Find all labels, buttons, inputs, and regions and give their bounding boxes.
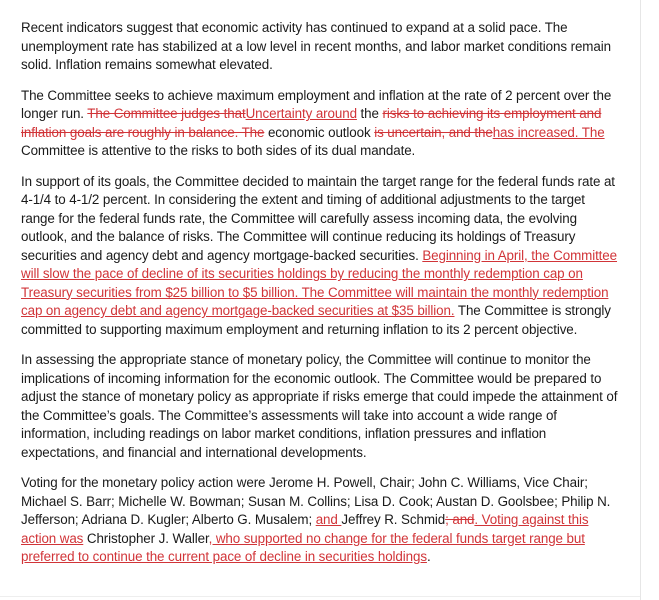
inserted-text: has increased. The	[492, 124, 605, 140]
text-run: In support of its goals, the Committee decided to maintain the target range for the federal funds rate at 4-1/4 to 4-1/2 percent. In considering the extent and timing of additional adjustments to the target range for the federal funds rate, the Committee will carefully assess incoming data, the evolving outlook, and the balance of risks. The Committee will continue reducing its holdings of Treasury securities and agency debt and agency mortgage-backed securities.	[21, 173, 615, 263]
text-run: Jeffrey R. Schmid	[341, 512, 446, 527]
page-edge-right	[640, 0, 641, 600]
text-run: The Committee seeks to achieve maximum employment and inflation at the rate of 2 percent over the longer run.	[21, 87, 612, 121]
inserted-text: , who supported no change for the federal funds target range but preferred to continue the current pace of decline in securities holdings	[21, 530, 585, 564]
deleted-text: ; and	[445, 512, 475, 527]
inserted-text: . Voting against this action was	[21, 512, 589, 546]
text-run: Christopher J. Waller	[83, 530, 209, 546]
text-run: The Committee is strongly committed to supporting maximum employment and returning inflation to its 2 percent objective.	[21, 303, 611, 337]
paragraph-5	[21, 474, 620, 567]
inserted-text: and	[315, 512, 342, 527]
deleted-text: is uncertain, and the	[374, 124, 493, 140]
paragraph-2	[21, 87, 620, 161]
text-run: Recent indicators suggest that economic activity has continued to expand at a solid pace. The unemployment rate has stabilized at a low level in recent months, and labor market conditions remain solid. Inflation remains somewhat elevated.	[21, 20, 611, 72]
paragraph-1	[21, 19, 620, 75]
document-body	[21, 19, 620, 579]
paragraph-3	[21, 173, 620, 340]
deleted-text: The Committee judges that	[87, 106, 246, 121]
inserted-text: Beginning in April, the Committee will slow the pace of decline of its securities holdings by reducing the monthly redemption cap on Treasury securities from $25 billion to $5 billion. The Committee will maintain the monthly redemption cap on agency debt and agency mortgage-backed securities at $35 billion.	[21, 247, 618, 318]
page-edge-bottom	[0, 596, 640, 597]
paragraph-4	[21, 351, 620, 462]
text-run: Committee is attentive to the risks to both sides of its dual mandate.	[21, 143, 416, 158]
text-run: the	[356, 106, 383, 121]
inserted-text: Uncertainty around	[245, 106, 357, 121]
text-run: Voting for the monetary policy action were Jerome H. Powell, Chair; John C. Williams, Vice Chair; Michael S. Barr; Michelle W. Bowman; Susan M. Collins; Lisa D. Cook; Austan D. Goolsbee; Philip N. Jefferson; Adriana D. Kugler; Alberto G. Musalem;	[21, 475, 611, 527]
text-run: economic outlook	[264, 124, 375, 140]
deleted-text: risks to achieving its employment and inflation goals are roughly in balance. The	[21, 106, 602, 140]
text-run: .	[426, 549, 431, 564]
text-run: In assessing the appropriate stance of monetary policy, the Committee will continue to monitor the implications of incoming information for the economic outlook. The Committee would be prepared to adjust the stance of monetary policy as appropriate if risks emerge that could impede the attainment of the Committee’s goals. The Committee’s assessments will take into account a wide range of information, including readings on labor market conditions, inflation pressures and inflation expectations, and financial and international developments.	[21, 352, 618, 460]
